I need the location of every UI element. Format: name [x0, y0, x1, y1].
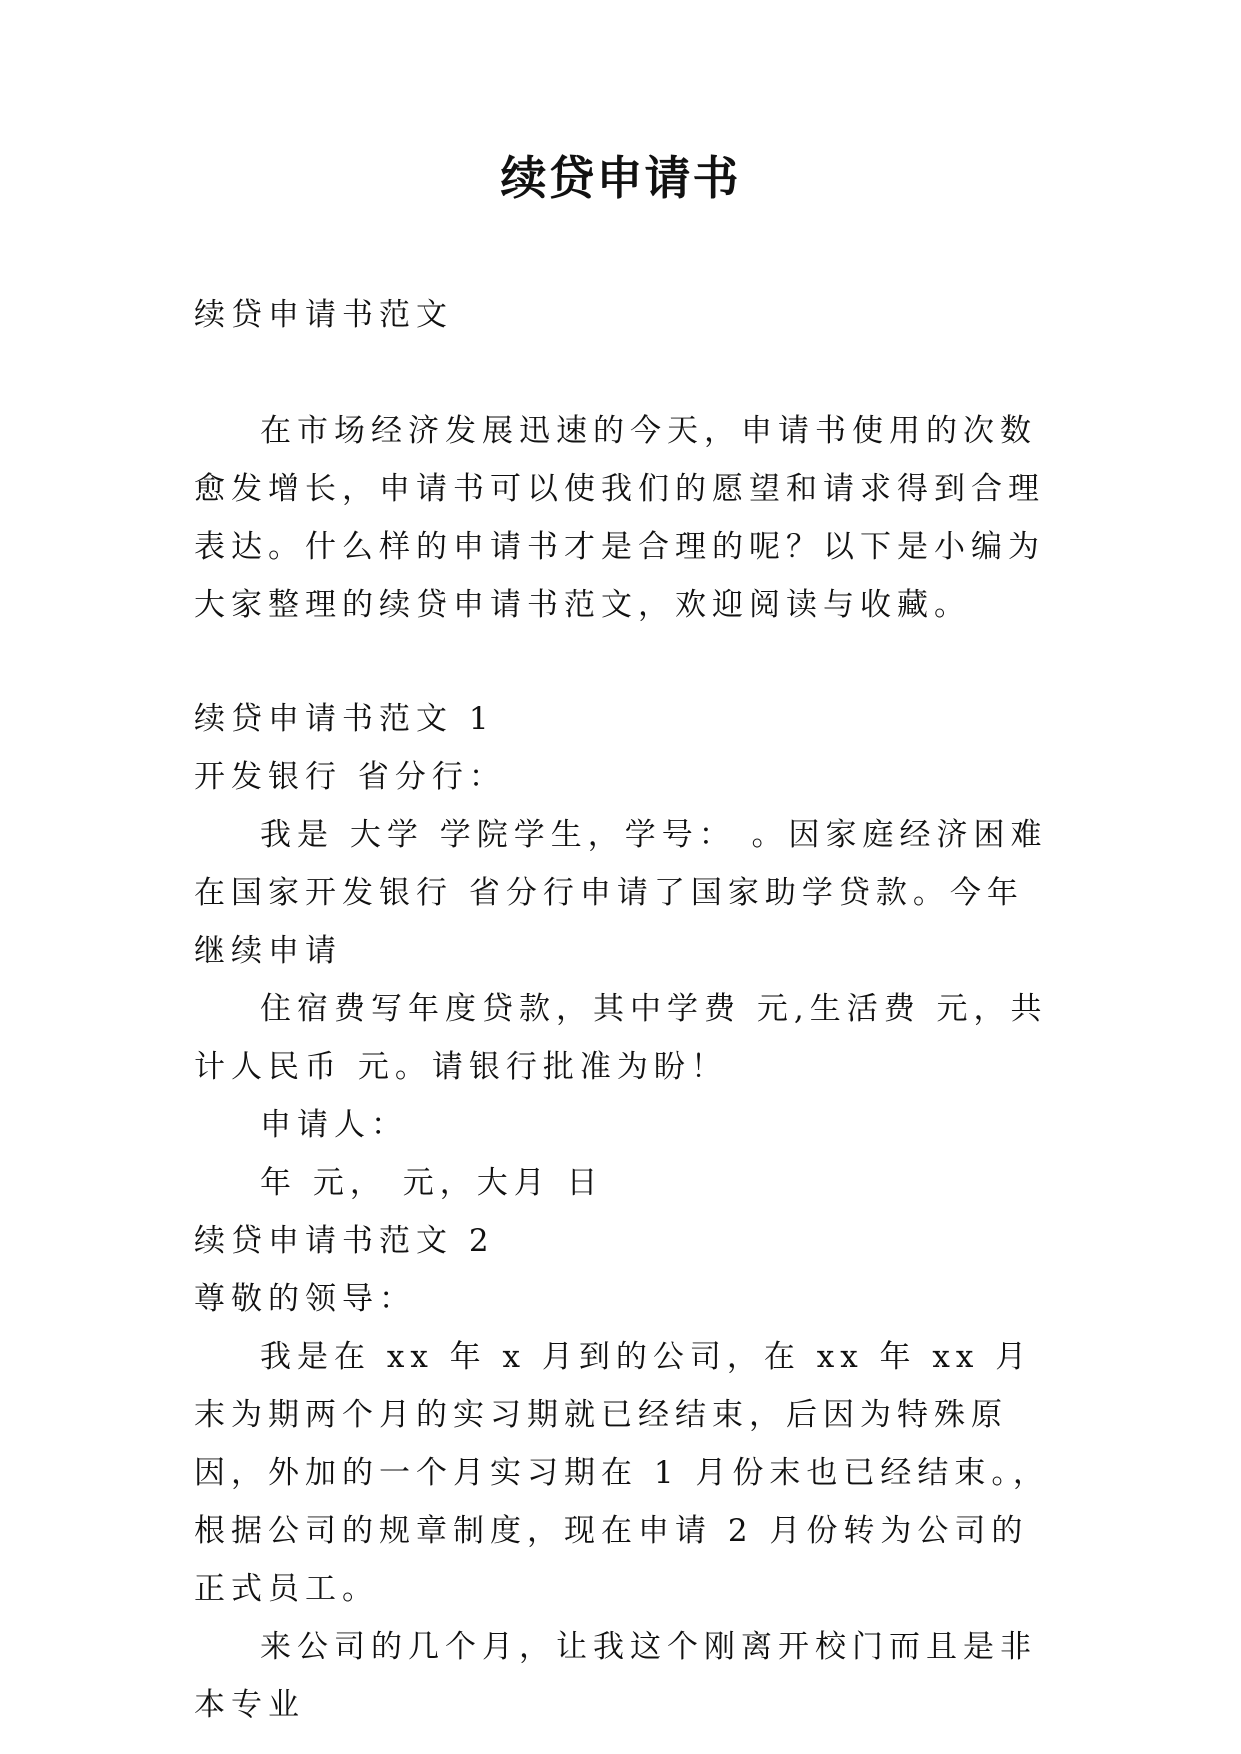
sample2-heading: 续贷申请书范文 2 — [194, 1223, 495, 1259]
sample2-paragraph-1: 我是在 xx 年 x 月到的公司，在 xx 年 xx 月末为期两个月的实习期就已经结束，后因为特殊原因，外加的一个月实习期在 1 月份末也已经结束。，根据公司的规章制度，现在申请 2 月份转为公司的正式员工。 — [194, 1339, 1050, 1607]
sample1-paragraph-2: 住宿费写年度贷款，其中学费 元,生活费 元，共计人民币 元。请银行批准为盼！ — [194, 991, 1048, 1085]
sample1-date: 年 元， 元，大月 日 — [260, 1165, 604, 1201]
sample2-salutation: 尊敬的领导： — [194, 1281, 416, 1317]
sample1-heading: 续贷申请书范文 1 — [194, 701, 495, 737]
sample2-paragraph-2: 来公司的几个月，让我这个刚离开校门而且是非本专业 — [194, 1629, 1037, 1723]
document-subtitle: 续贷申请书范文 — [194, 297, 453, 333]
document-body — [194, 286, 1054, 1734]
intro-paragraph: 在市场经济发展迅速的今天，申请书使用的次数愈发增长，申请书可以使我们的愿望和请求得到合理表达。什么样的申请书才是合理的呢？以下是小编为大家整理的续贷申请书范文，欢迎阅读与收藏。 — [194, 413, 1045, 623]
sample1-signature: 申请人： — [260, 1107, 408, 1143]
sample1-salutation: 开发银行 省分行： — [194, 759, 506, 795]
sample1-paragraph-1: 我是 大学 学院学生，学号： 。因家庭经济困难在国家开发银行 省分行申请了国家助学贷款。今年继续申请 — [194, 817, 1048, 969]
page-title: 续贷申请书 — [500, 151, 741, 205]
